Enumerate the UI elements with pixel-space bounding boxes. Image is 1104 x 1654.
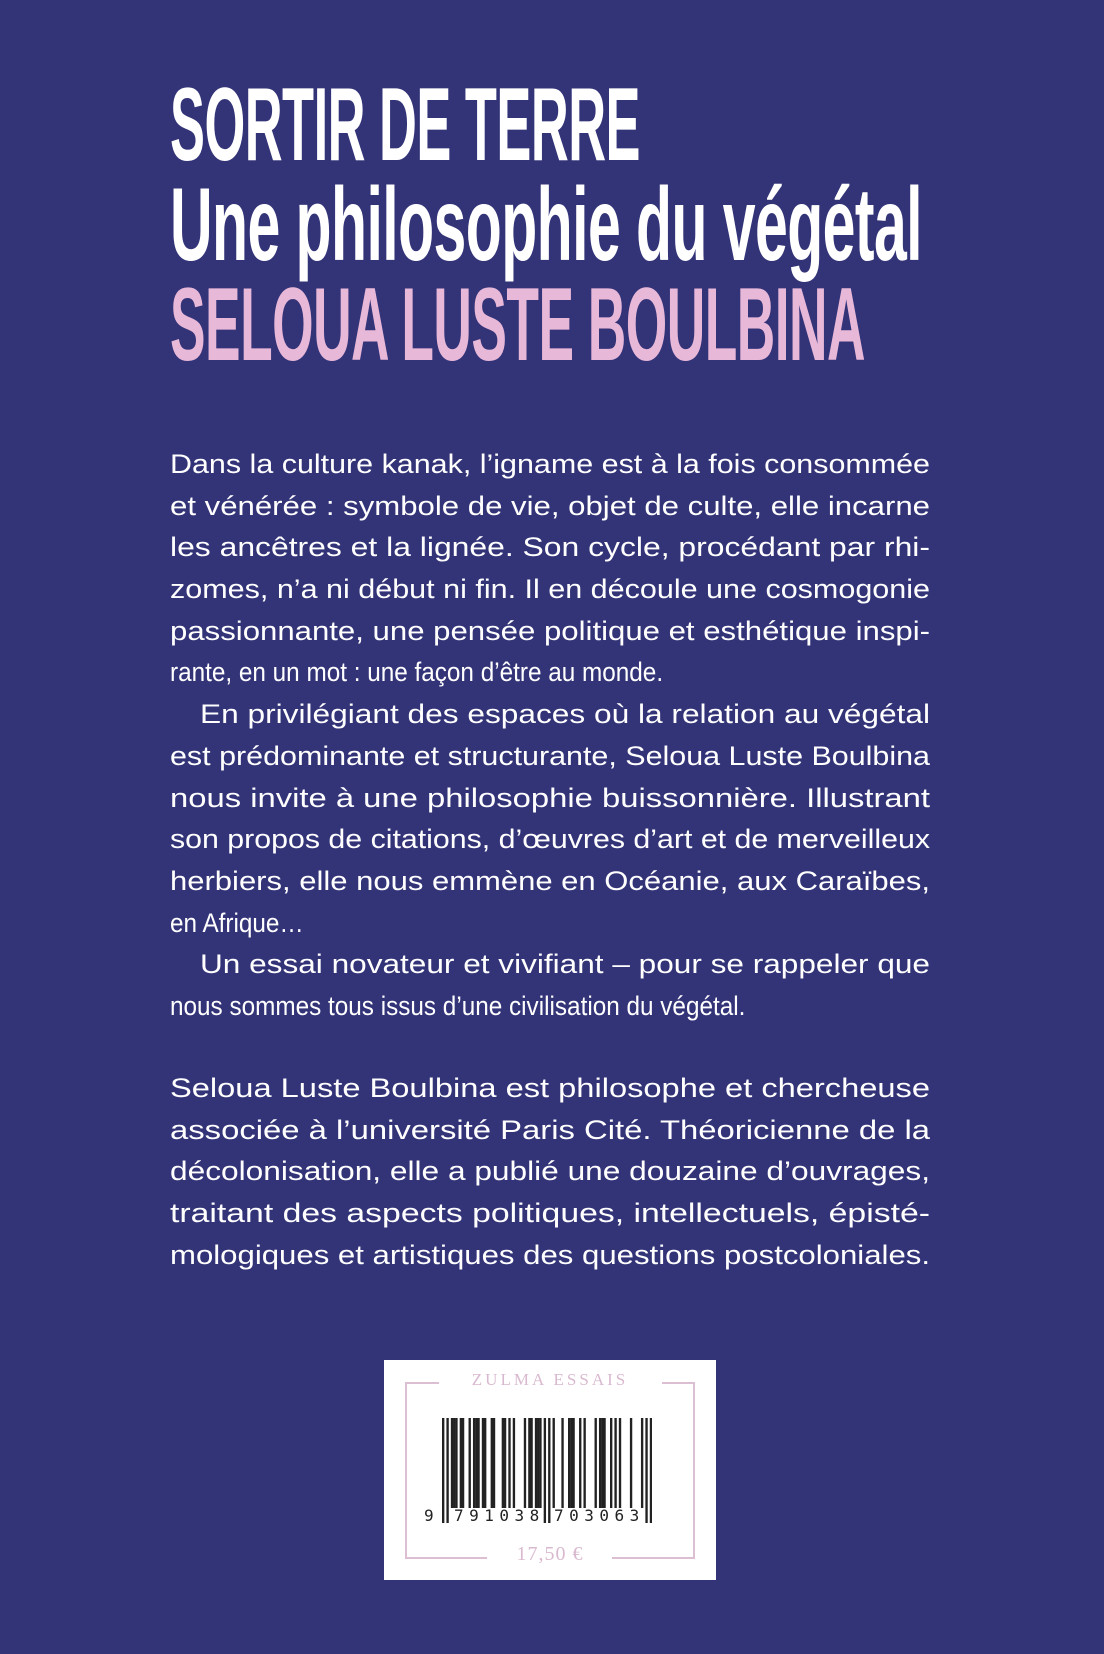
text-line: En privilégiant des espaces où la relation au végétal xyxy=(200,699,930,730)
text-line: Dans la culture kanak, l’igname est à la fois consommée xyxy=(170,449,930,479)
text-line: mologiques et artistiques des questions postcoloniales. xyxy=(170,1239,930,1270)
text-line: est prédominante et structurante, Seloua Luste Boulbina xyxy=(170,740,930,771)
text-line: son propos de citations, d’œuvres d’art et de merveilleux xyxy=(170,824,930,855)
text-line: nous sommes tous issus d’une civilisation du végétal. xyxy=(170,990,746,1021)
isbn-first-digit: 9 xyxy=(424,1506,434,1525)
text-line: rante, en un mot : une façon d’être au monde. xyxy=(170,657,664,688)
book-subtitle: Une philosophie du végétal xyxy=(170,167,923,283)
author-bio xyxy=(170,1068,930,1276)
author-name: SELOUA LUSTE BOULBINA xyxy=(170,267,866,383)
isbn-left-group: 791038 xyxy=(454,1506,545,1525)
text-line: Un essai novateur et vivifiant – pour se rappeler que xyxy=(200,949,930,980)
price: 17,50 € xyxy=(516,1543,584,1565)
text-line: et vénérée : symbole de vie, objet de culte, elle incarne xyxy=(170,490,930,521)
book-title: SORTIR DE TERRE xyxy=(170,67,640,183)
blurb-paragraph-1 xyxy=(170,444,930,694)
barcode-box xyxy=(384,1360,716,1580)
text-line: en Afrique… xyxy=(170,907,304,938)
text-line: associée à l’université Paris Cité. Théoricienne de la xyxy=(170,1114,930,1145)
text-line: Seloua Luste Boulbina est philosophe et chercheuse xyxy=(170,1073,930,1103)
frame-line xyxy=(405,1382,407,1559)
text-line: traitant des aspects politiques, intellectuels, épisté- xyxy=(170,1198,930,1229)
text-line: passionnante, une pensée politique et esthétique inspi- xyxy=(170,615,931,646)
text-line: décolonisation, elle a publié une douzaine d’ouvrages, xyxy=(170,1156,930,1187)
blurb-paragraph-2 xyxy=(170,694,930,944)
blurb xyxy=(170,444,930,1028)
frame-line xyxy=(693,1382,695,1559)
isbn-right-group: 703063 xyxy=(554,1506,645,1525)
text-line: zomes, n’a ni début ni fin. Il en découle une cosmogonie xyxy=(170,574,930,605)
text-line: les ancêtres et la lignée. Son cycle, procédant par rhi- xyxy=(170,532,930,563)
publisher-imprint: ZULMA ESSAIS xyxy=(471,1370,629,1389)
text-line: herbiers, elle nous emmène en Océanie, aux Caraïbes, xyxy=(170,865,930,896)
text-line: nous invite à une philosophie buissonnière. Illustrant xyxy=(170,782,930,813)
blurb-paragraph-3 xyxy=(170,944,930,1027)
